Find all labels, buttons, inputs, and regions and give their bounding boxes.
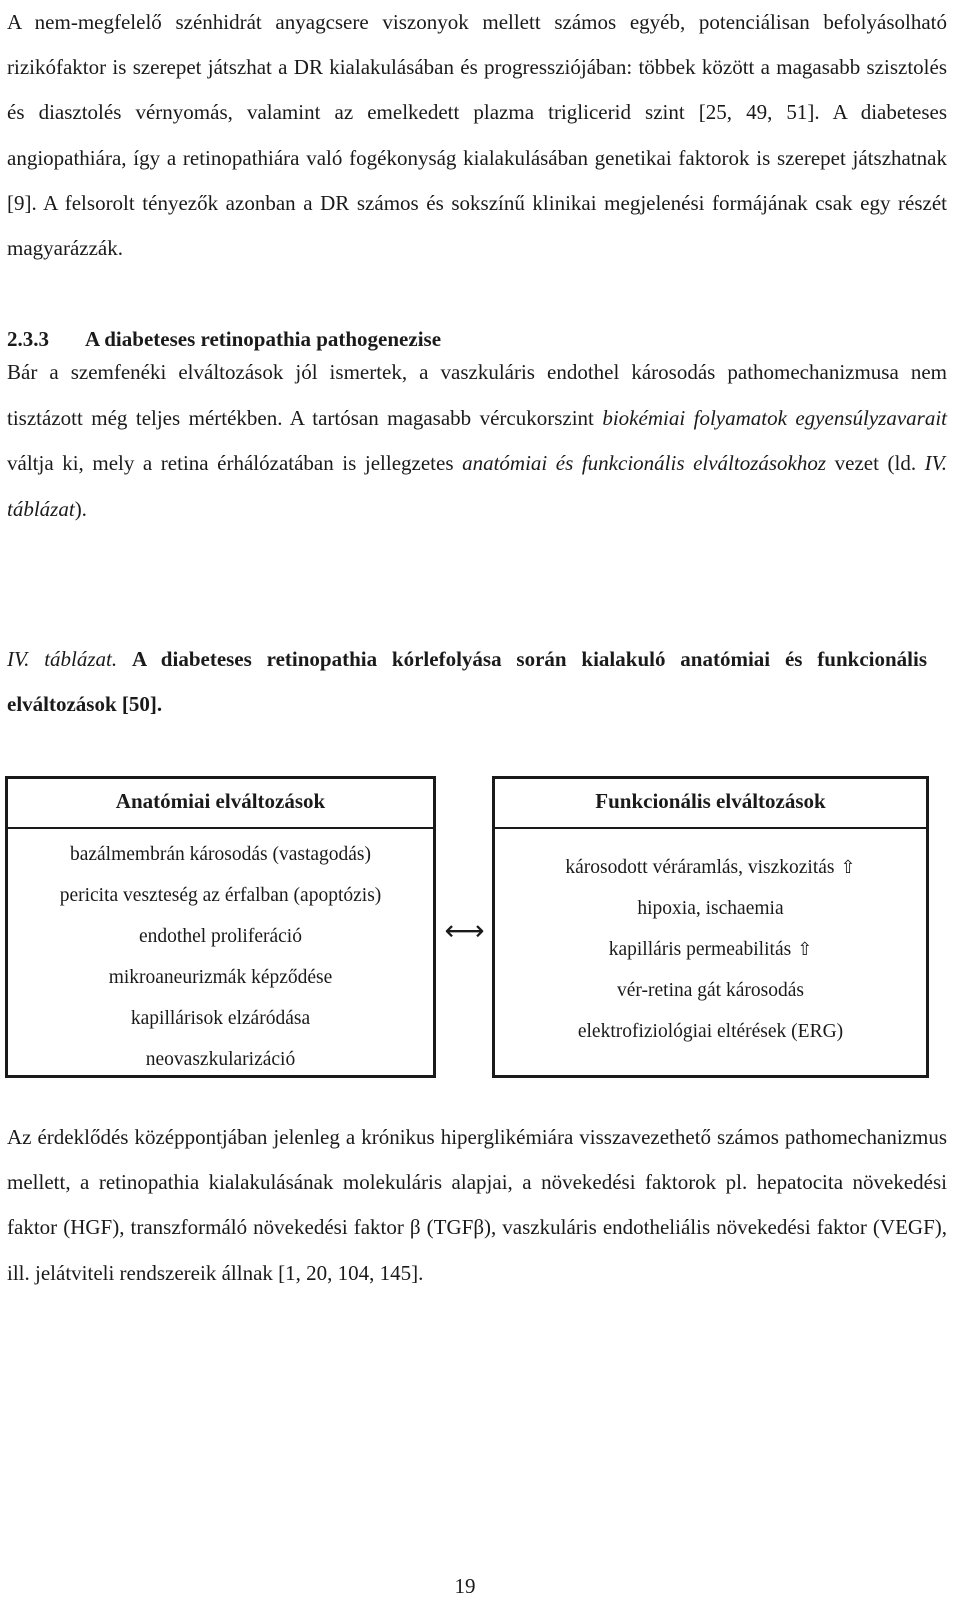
functional-item: kapilláris permeabilitás ⇧ [608, 939, 813, 960]
table-caption-label: IV. táblázat. [7, 647, 118, 671]
section-title: A diabeteses retinopathia pathogenezise [85, 327, 442, 351]
functional-item: elektrofiziológiai eltérések (ERG) [577, 1021, 844, 1042]
anatomical-changes-header: Anatómiai elváltozások [8, 779, 433, 829]
pathogenesis-text-2: váltja ki, mely a retina érhálózatában is jellegzetes [7, 451, 463, 475]
functional-changes-header: Funkcionális elváltozások [495, 779, 926, 829]
pathogenesis-italic-1: biokémiai folyamatok egyensúlyzavarait [602, 405, 947, 430]
anatomical-item: kapillárisok elzáródása [130, 1008, 311, 1029]
increase-arrow-icon: ⇧ [840, 857, 856, 878]
paragraph-pathogenesis [7, 350, 947, 532]
anatomical-item: pericita veszteség az érfalban (apoptózis) [59, 885, 382, 906]
table-caption-title: A diabeteses retinopathia kórlefolyása során kialakuló anatómiai és funkcionális elváltozások [50]. [7, 647, 928, 716]
table-caption [7, 637, 927, 727]
anatomical-changes-list [8, 829, 433, 1080]
functional-item: vér-retina gát károsodás [617, 980, 804, 1001]
section-number: 2.3.3 [7, 327, 49, 351]
functional-item: károsodott véráramlás, viszkozitás ⇧ [565, 857, 856, 878]
functional-changes-list [495, 829, 926, 1052]
pathogenesis-text-1: Bár a szemfenéki elváltozások jól ismertek, a vaszkuláris endothel károsodás pathomechanizmusa nem tisztázott még teljes mértékben. A tartósan magasabb vércukorszint [7, 360, 947, 430]
page-number: 19 [454, 1574, 476, 1598]
pathogenesis-italic-2: anatómiai és funkcionális elváltozásokhoz [462, 451, 827, 475]
anatomical-item: neovaszkularizáció [145, 1049, 296, 1070]
anatomical-item: mikroaneurizmák képződése [108, 967, 333, 988]
anatomical-item: bazálmembrán károsodás (vastagodás) [69, 844, 372, 865]
anatomical-changes-box [5, 776, 436, 1078]
paragraph-molecular-basis: Az érdeklődés középpontjában jelenleg a krónikus hiperglikémiára visszavezethető számos pathomechanizmus mellett, a retinopathia kialakulásának molekuláris alapjai, a növekedési faktorok pl. hepatocita növekedési faktor (HGF), transzformáló növekedési faktor β (TGFβ), vaszkuláris endotheliális növekedési faktor (VEGF), ill. jelátviteli rendszereik állnak [1, 20, 104, 145]. [7, 1125, 947, 1285]
pathogenesis-text-3: vezet (ld. [826, 451, 925, 475]
bidirectional-arrow-icon: ⟷ [444, 914, 485, 947]
paragraph-risk-factors: A nem-megfelelő szénhidrát anyagcsere viszonyok mellett számos egyéb, potenciálisan befolyásolható rizikófaktor is szerepet játszhat a DR kialakulásában és progressziójában: többek között a magasabb szisztolés és diasztolés vérnyomás, valamint az emelkedett plazma triglicerid szint [25, 49, 51]. A diabeteses angiopathiára, így a retinopathiára való fogékonyság kialakulásában genetikai faktorok is szerepet játszhatnak [9]. A felsorolt tényezők azonban a DR számos és sokszínű klinikai megjelenési formájának csak egy részét magyarázzák. [7, 10, 947, 261]
anatomical-item: endothel proliferáció [139, 926, 302, 947]
table-reference: IV. táblázat [7, 451, 948, 521]
pathogenesis-text-4: ). [74, 496, 87, 521]
functional-item: hipoxia, ischaemia [637, 898, 784, 919]
increase-arrow-icon: ⇧ [797, 939, 813, 960]
functional-changes-box [492, 776, 929, 1078]
